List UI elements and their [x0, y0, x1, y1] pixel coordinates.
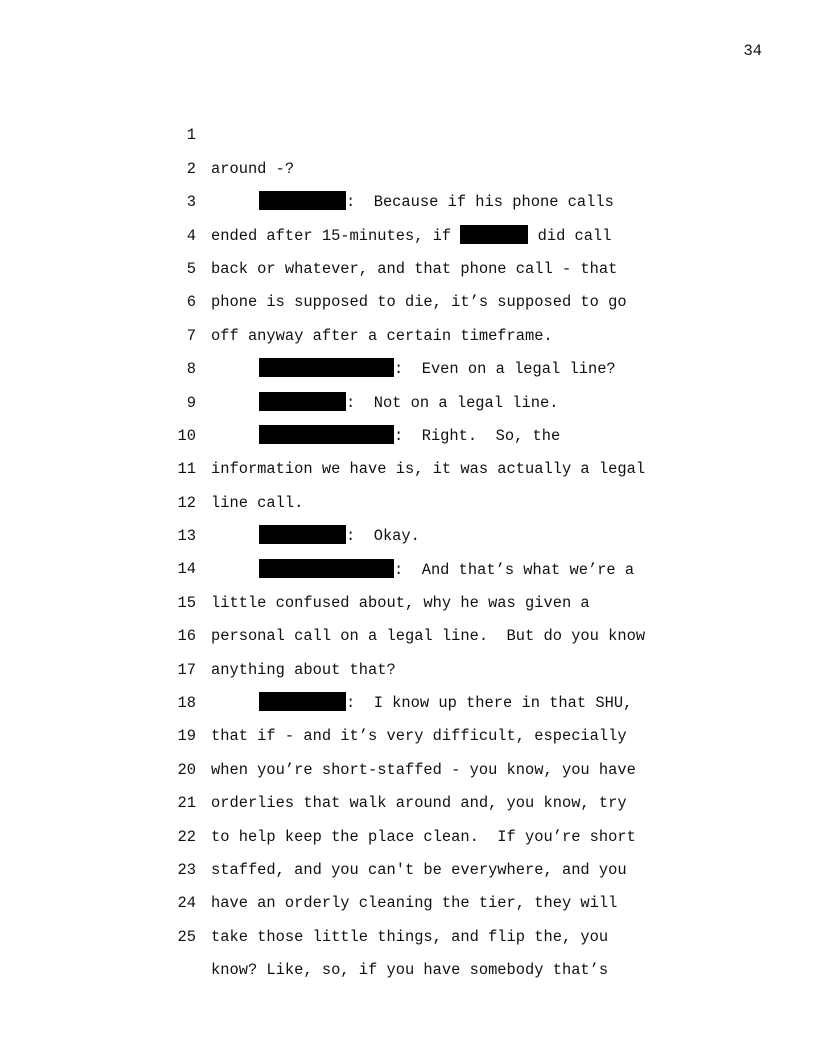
- line-number: 23: [177, 861, 196, 879]
- line-text: little confused about, why he was given a: [211, 593, 590, 612]
- page-number: 34: [743, 42, 762, 60]
- line-text: information we have is, it was actually a legal: [211, 460, 646, 479]
- line-number: 21: [177, 794, 196, 813]
- line-text: : Right. So, the: [211, 420, 560, 453]
- line-text: know? Like, so, if you have somebody that’s: [211, 961, 609, 980]
- transcript-body: [0, 86, 816, 980]
- line-text: back or whatever, and that phone call - that: [211, 259, 618, 278]
- line-number: 16: [177, 627, 196, 646]
- line-number: 19: [177, 727, 196, 746]
- line-number: 17: [177, 660, 196, 679]
- line-number: 2: [186, 159, 196, 178]
- line-number: 10: [177, 426, 196, 445]
- line-text: : Okay.: [211, 520, 420, 553]
- line-number: 7: [186, 326, 196, 345]
- line-number: 5: [186, 259, 196, 278]
- line-text: : I know up there in that SHU,: [211, 687, 632, 720]
- line-text: ended after 15-minutes, if did call: [211, 226, 612, 245]
- line-text: off anyway after a certain timeframe.: [211, 326, 553, 345]
- line-text: : Because if his phone calls: [211, 186, 614, 219]
- line-text: when you’re short-staffed - you know, you have: [211, 760, 636, 779]
- line-text: : And that’s what we’re a: [211, 554, 634, 587]
- line-text: personal call on a legal line. But do you know: [211, 627, 646, 646]
- line-number: 14: [177, 560, 196, 579]
- line-number: 20: [177, 760, 196, 779]
- line-number: 25: [177, 927, 196, 946]
- line-number: 18: [177, 694, 196, 713]
- line-text: line call.: [211, 493, 304, 512]
- line-number: 6: [186, 293, 196, 312]
- line-text: have an orderly cleaning the tier, they will: [211, 894, 618, 913]
- line-text: around -?: [211, 159, 295, 178]
- line-number: 22: [177, 827, 196, 846]
- line-number: 15: [177, 593, 196, 612]
- line-text: : Not on a legal line.: [211, 387, 558, 420]
- line-number: 4: [186, 226, 196, 245]
- transcript-line: [0, 86, 816, 178]
- line-number: 11: [177, 460, 196, 479]
- line-text: phone is supposed to die, it’s supposed to go: [211, 293, 627, 312]
- line-text: orderlies that walk around and, you know, try: [211, 794, 627, 813]
- line-text: : Even on a legal line?: [211, 353, 616, 386]
- line-text: that if - and it’s very difficult, especially: [211, 727, 627, 746]
- line-number: 1: [186, 126, 196, 145]
- line-number: 12: [177, 493, 196, 512]
- line-text: staffed, and you can't be everywhere, and you: [211, 861, 627, 880]
- line-text: to help keep the place clean. If you’re short: [211, 827, 636, 846]
- line-number: 8: [186, 360, 196, 379]
- line-text: anything about that?: [211, 660, 396, 679]
- line-number: 9: [186, 393, 196, 412]
- line-number: 13: [177, 527, 196, 546]
- line-number: 3: [186, 193, 196, 212]
- line-text: take those little things, and flip the, you: [211, 927, 609, 946]
- line-number: 24: [177, 894, 196, 913]
